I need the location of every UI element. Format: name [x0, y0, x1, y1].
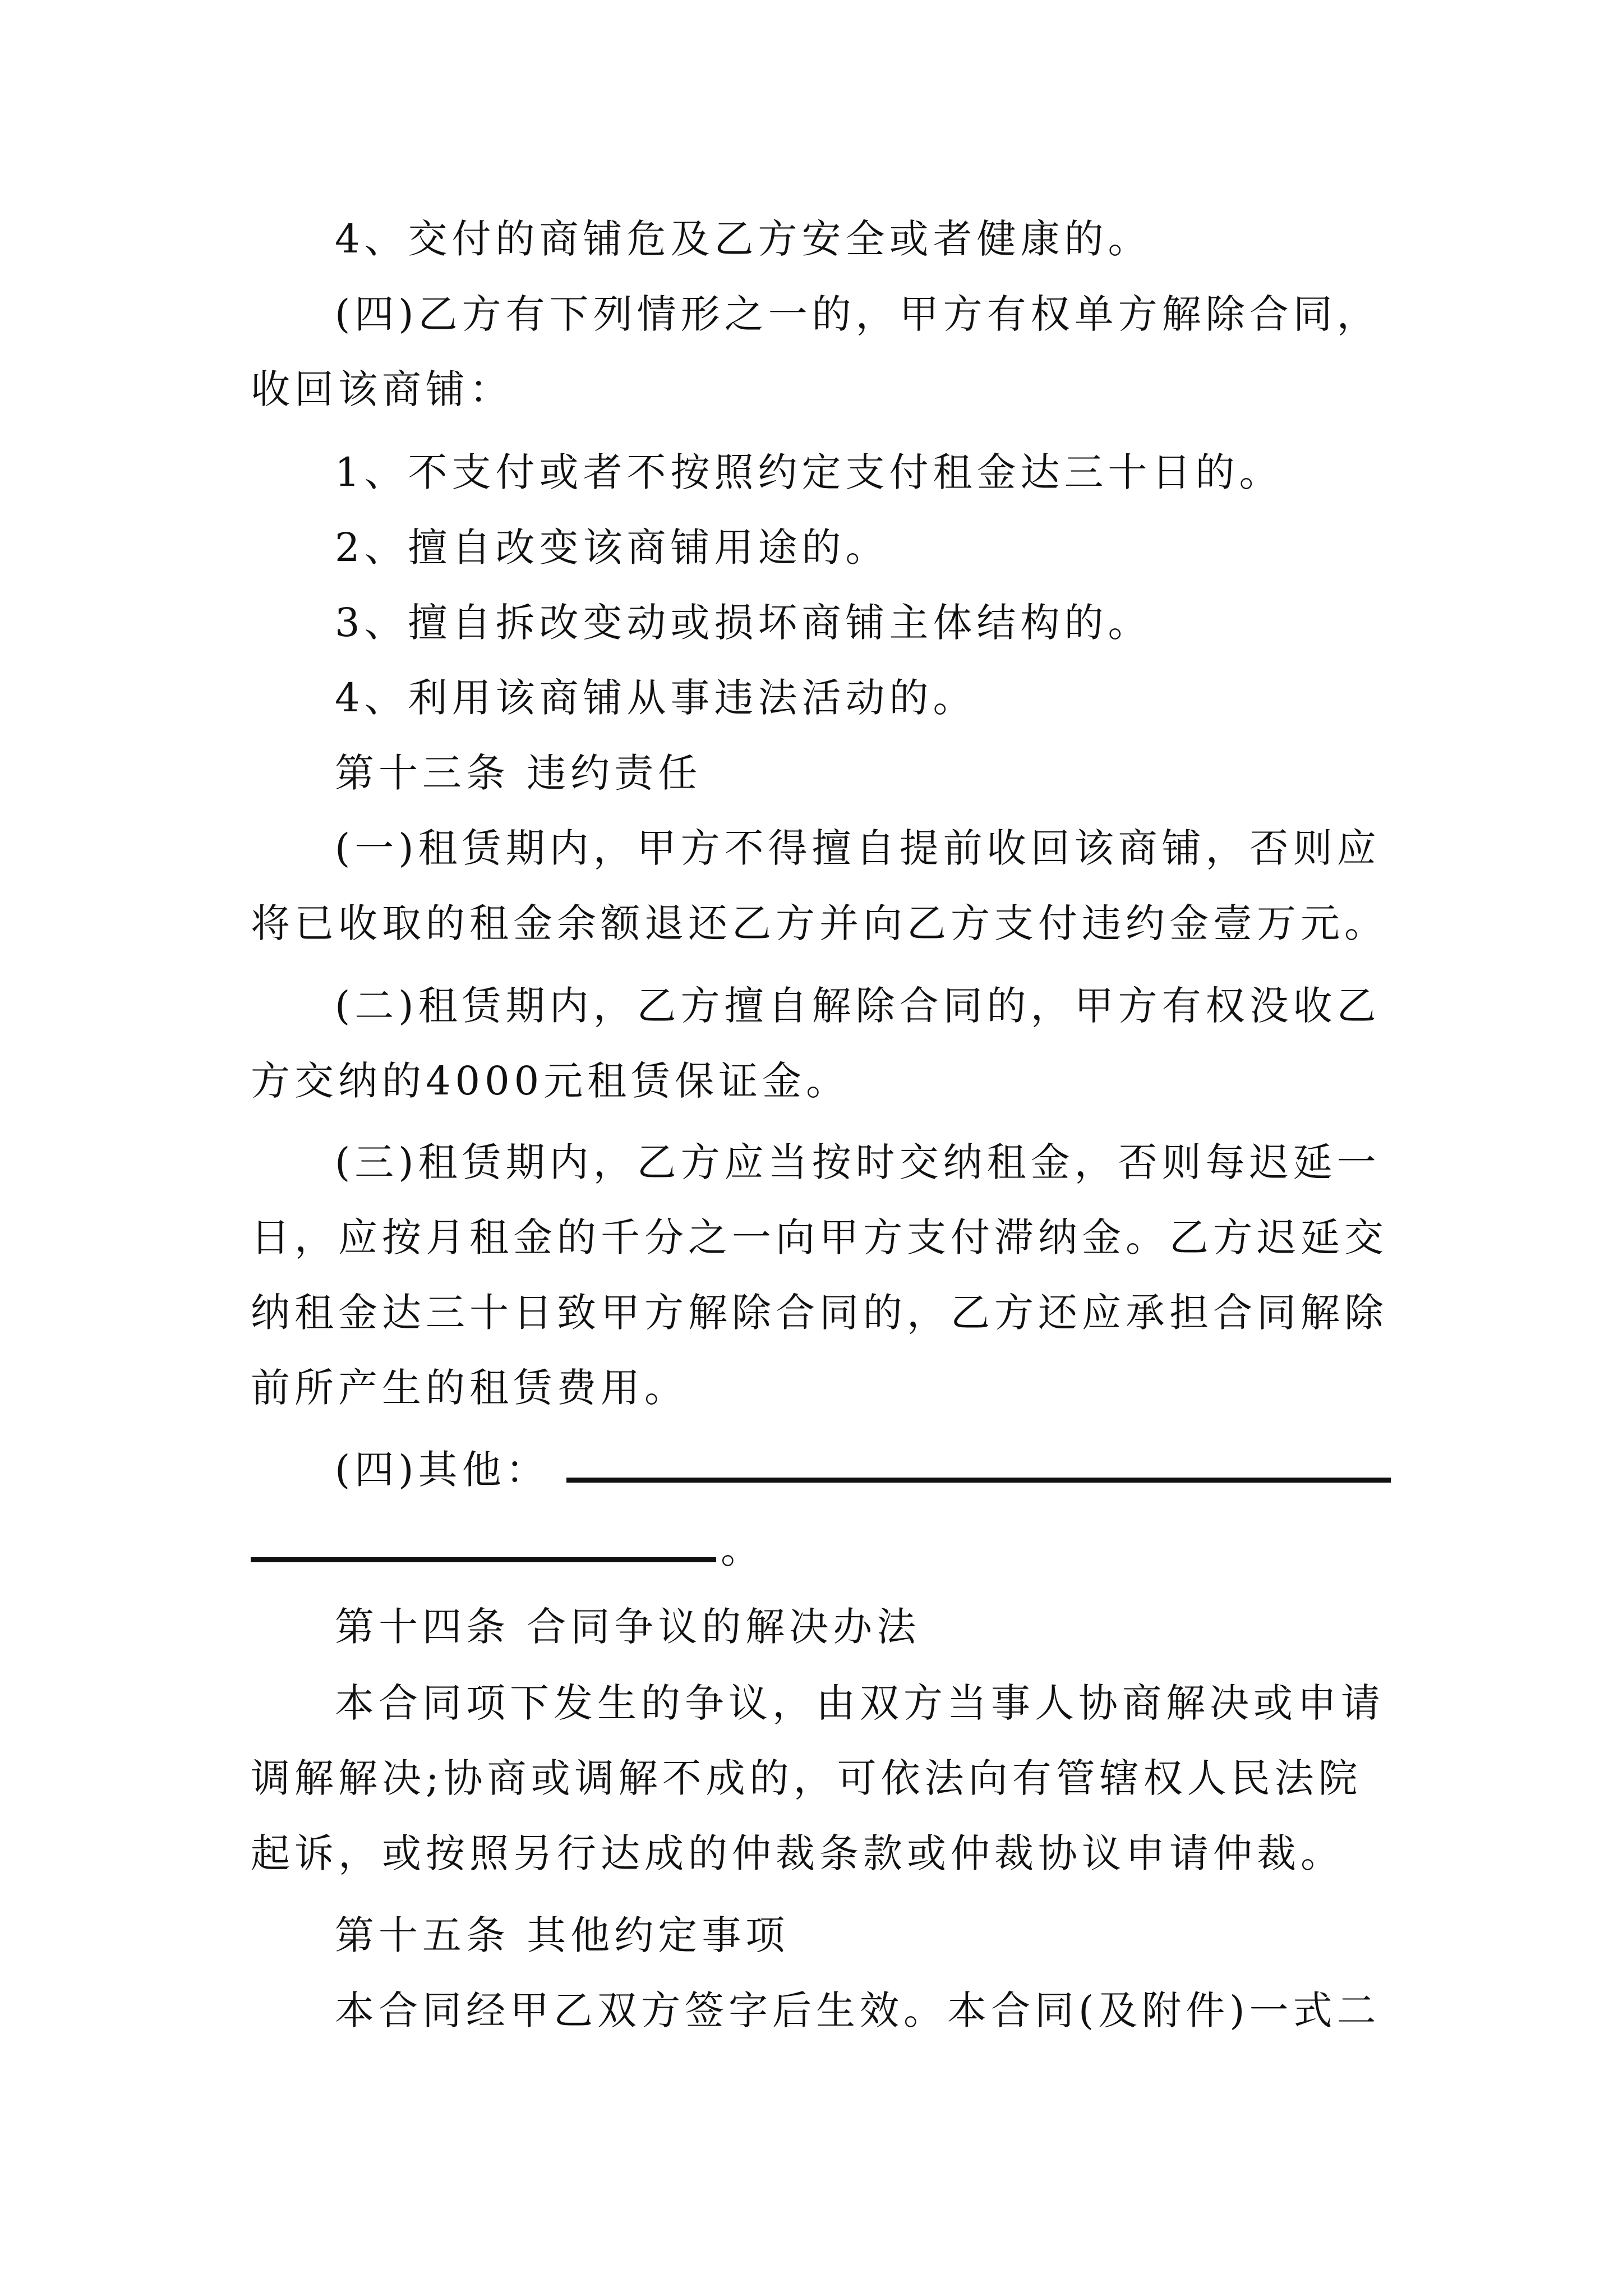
clause-12-3-item-4: 4、交付的商铺危及乙方安全或者健康的。 — [335, 216, 1152, 262]
clause-12-4-item-2: 2、擅自改变该商铺用途的。 — [335, 524, 889, 570]
article-13-1-line-2: 将已收取的租金余额退还乙方并向乙方支付违约金壹万元。 — [251, 900, 1388, 946]
article-13-4-line-1 — [335, 1442, 1391, 1498]
article-13-1-line-1: (一)租赁期内，甲方不得擅自提前收回该商铺，否则应 — [335, 825, 1381, 871]
article-14-body-line-2: 调解解决;协商或调解不成的，可依法向有管辖权人民法院 — [251, 1755, 1362, 1801]
article-13-3-line-1: (三)租赁期内，乙方应当按时交纳租金，否则每迟延一 — [335, 1139, 1381, 1185]
article-13-2-line-2: 方交纳的4000元租赁保证金。 — [251, 1058, 850, 1104]
clause-12-4-item-4: 4、利用该商铺从事违法活动的。 — [335, 675, 977, 721]
article-13-3-line-3: 纳租金达三十日致甲方解除合同的，乙方还应承担合同解除 — [251, 1290, 1388, 1336]
article-13-4-line-2 — [251, 1521, 764, 1577]
article-13-2-line-1: (二)租赁期内，乙方擅自解除合同的，甲方有权没收乙 — [335, 983, 1381, 1029]
article-15-heading: 第十五条 其他约定事项 — [335, 1912, 790, 1958]
article-13-3-line-4: 前所产生的租赁费用。 — [251, 1365, 688, 1411]
clause-12-4-item-3: 3、擅自拆改变动或损坏商铺主体结构的。 — [335, 600, 1152, 646]
fill-in-blank-line — [566, 1478, 1391, 1483]
article-13-4-label: (四)其他： — [335, 1447, 550, 1493]
article-14-body-line-3: 起诉，或按照另行达成的仲裁条款或仲裁协议申请仲裁。 — [251, 1830, 1344, 1876]
fill-in-blank-line-continued — [251, 1557, 716, 1562]
clause-12-4-heading-line-1: (四)乙方有下列情形之一的，甲方有权单方解除合同， — [335, 291, 1381, 337]
article-15-body-line-1: 本合同经甲乙双方签字后生效。本合同(及附件)一式二 — [335, 1987, 1381, 2033]
article-14-heading: 第十四条 合同争议的解决办法 — [335, 1604, 921, 1650]
article-13-heading: 第十三条 违约责任 — [335, 750, 702, 796]
clause-12-4-item-1: 1、不支付或者不按照约定支付租金达三十日的。 — [335, 449, 1283, 495]
article-14-body-line-1: 本合同项下发生的争议，由双方当事人协商解决或申请 — [335, 1680, 1385, 1726]
blank-end-punctuation: 。 — [721, 1526, 764, 1572]
clause-12-4-heading-line-2: 收回该商铺： — [251, 366, 513, 412]
article-13-3-line-2: 日，应按月租金的千分之一向甲方支付滞纳金。乙方迟延交 — [251, 1214, 1388, 1260]
